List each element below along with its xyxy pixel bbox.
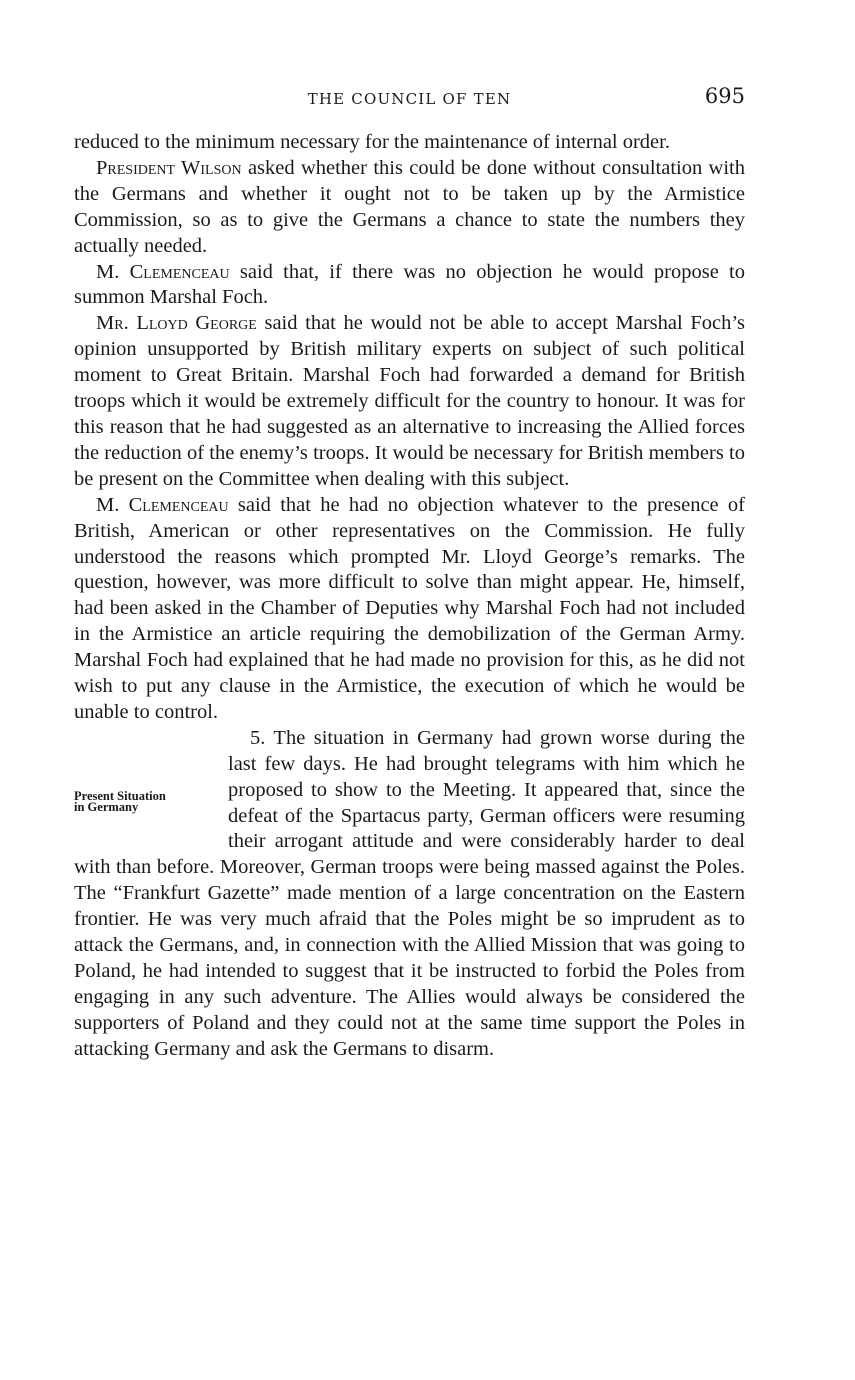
paragraph-text: said that, if there was no objection he would propose to summon Marshal Foch.	[74, 260, 745, 309]
paragraph-wilson	[74, 156, 745, 260]
page-number: 695	[704, 84, 745, 108]
margin-note-line: in Germany	[74, 799, 139, 814]
speaker-name: Mr. Lloyd George	[96, 312, 257, 335]
paragraph-clemenceau-2	[74, 493, 745, 726]
running-title: THE COUNCIL OF TEN	[307, 90, 512, 108]
document-page	[74, 84, 745, 1063]
speaker-prefix: M.	[96, 493, 129, 516]
paragraph-clemenceau-1	[74, 260, 745, 312]
speaker-name: President Wilson	[96, 156, 242, 179]
paragraph-text: 5. The situation in Germany had grown worse during the last few days. He had brought telegrams with him which he proposed to show to the Meeting. It appeared that, since the defeat of the Spartacus party, German officers were resuming their arrogant attitude and were considerably harder to deal with than before. Moreover, German troops were being massed against the Poles. The “Frankfurt Gazette” made mention of a large concentration on the Eastern frontier. He was very much afraid that the Poles might be so imprudent as to attack the Germans, and, in connection with the Allied Mission that was going to Poland, he had intended to suggest that it be instructed to forbid the Poles from engaging in any such adventure. The Allies would always be considered the supporters of Poland and they could not at the same time support the Poles in attacking Germany and ask the Germans to disarm.	[74, 726, 745, 1060]
paragraph-text: reduced to the minimum necessary for the maintenance of internal order.	[74, 131, 670, 153]
speaker-prefix: M.	[96, 260, 130, 283]
speaker-name: Clemenceau	[129, 260, 230, 283]
paragraph-situation-germany	[74, 726, 745, 1063]
margin-note-line: Present Situation	[74, 788, 166, 803]
paragraph-text: said that he would not be able to accept Marshal Foch’s opinion unsupported by British military experts on subject of such political moment to Great Britain. Marshal Foch had forwarded a demand for British troops which it would be extremely difficult for the country to honour. It was for this reason that he had suggested as an alternative to increasing the Allied forces the reduction of the enemy’s troops. It would be necessary for British members to be present on the Committee when dealing with this subject.	[74, 312, 746, 490]
body-text	[74, 130, 745, 1063]
paragraph-text: asked whether this could be done without consultation with the Germans and whether it ought not to be taken up by the Armistice Commission, so as to give the Germans a chance to state the numbers they actually needed.	[74, 156, 746, 257]
running-head	[74, 84, 745, 110]
margin-note	[74, 788, 224, 814]
paragraph-lloyd-george	[74, 311, 745, 492]
sidenote-section	[74, 726, 745, 1063]
paragraph-text: said that he had no objection whatever to the presence of British, American or other representatives on the Commission. He fully understood the reasons which prompted Mr. Lloyd George’s remarks. The question, however, was more difficult to solve than might appear. He, himself, had been asked in the Chamber of Deputies why Marshal Foch had not included in the Armistice an article requiring the demobilization of the German Army. Marshal Foch had explained that he had made no provision for this, as he did not wish to put any clause in the Armistice, the execution of which he would be unable to control.	[74, 493, 745, 723]
paragraph-continued	[74, 130, 745, 156]
speaker-name: Clemenceau	[128, 493, 229, 516]
